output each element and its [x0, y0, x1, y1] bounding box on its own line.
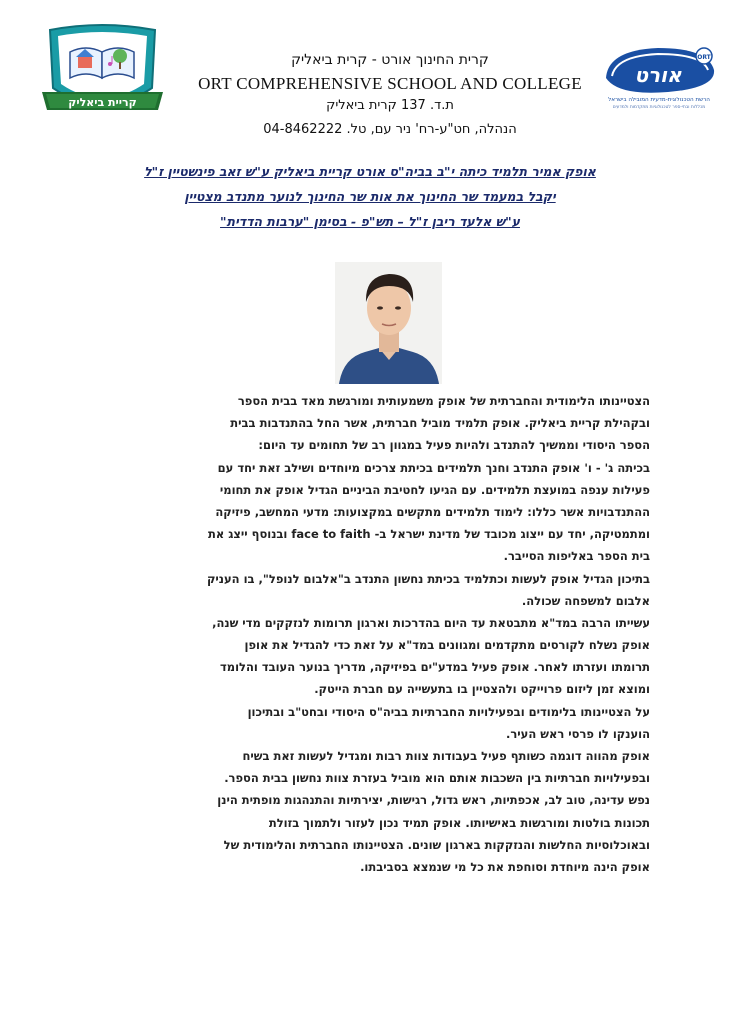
ort-latin-wordmark: ORT: [697, 54, 711, 61]
body-line: נפש עדינה, טוב לב, אכפתיות, ראש גדול, רגישות, יצירתיות והתנהגות מופתית הינן: [217, 793, 650, 808]
announcement-title-line-1: אופק אמיר תלמיד כיתה י"ב בביה"ס אורט קריית ביאליק ע"ש זאב פינשטיין ז"ל: [144, 164, 596, 179]
body-line: הוענקו לו פרסי ראש העיר.: [506, 726, 650, 741]
school-contact-phone: הנהלה, חט"ע-רח' ניר עם, טל. 04-8462222: [263, 122, 517, 137]
body-line: ובפעילויות חברתיות בין השכבות אותם הוא מוביל בעזרת צוות נחשון בבית הספר.: [224, 771, 650, 786]
announcement-title-line-3: ע"ש אלעד ריבן ז"ל – תש"פ - בסימן "ערבות הדדית": [220, 214, 520, 229]
body-line: בכיתה ג' - ו' אופק התנדב וחנך תלמידים בכיתת צרכים מיוחדים ושילב זאת יחד עם: [217, 460, 650, 475]
ort-brand-icon: [598, 38, 720, 110]
school-po-box: ת.ד. 137 קרית ביאליק: [326, 98, 454, 113]
ort-tagline: הרשת הטכנולוגית-מדעית המובילה בישראל: [608, 97, 710, 103]
kiryat-bialik-logo: [40, 18, 165, 126]
body-line: עשייתו הרבה במד"א מתבטאת עד היום בהדרכות וארגון תרומות לנזקקים מדי שנה,: [212, 615, 650, 630]
student-portrait-icon: [335, 262, 442, 384]
body-line: אופק מהווה דוגמה כשותף פעיל בעבודות צוות רבות ומגדיל לעשות זאת בשיח: [242, 749, 650, 763]
body-line: ומתמטיקה, יחד עם ייצוג מכובד של מדינת ישראל ב- face to faith ובנוסף ייצג את: [208, 527, 650, 542]
body-line: בית הספר באליפות הסייבר.: [503, 549, 650, 564]
school-name-hebrew: קרית החינוך אורט - קרית ביאליק: [291, 52, 489, 68]
student-photo: [335, 262, 442, 384]
body-line: ההתנדבויות אשר כללו: לימוד תלמידים מתקשים במקצועות: מדעי המחשב, פיזיקה: [215, 504, 650, 519]
body-line: ובקהילת קריית ביאליק. אופק תלמיד מוביל חברתית, אשר החל בהתנדבות בבית: [230, 416, 650, 431]
logo-banner-text: קריית ביאליק: [68, 96, 137, 109]
ort-subtagline: מכללות ובתי-ספר לטכנולוגיות מתקדמות ולמדעים: [612, 105, 706, 110]
body-line: תרומתו ועזרתו לאחר. אופק פעיל במדע"ים בפיזיקה, מדריך בנוער העובד והלומד: [219, 660, 650, 675]
body-line: אלבום למשפחה שכולה.: [521, 593, 650, 608]
ort-hebrew-wordmark: אורט: [634, 63, 682, 87]
body-text: [78, 390, 650, 878]
body-line: פעילות ענפה במועצת תלמידים. עם הגיעו לחטיבת הביניים הגדיל אופק את תחומי: [219, 482, 650, 497]
announcement-title-line-2: יקבל במעמד שר החינוך את אות שר החינוך לנוער מתנדב מצטיין: [184, 189, 556, 204]
body-line: הספר היסודי וממשיך להתנדב ולהיות פעיל במגוון רב של תחומים עד היום:: [258, 438, 650, 453]
body-line: על הצטיינותו בלימודים ובפעילויות החברתיות בביה"ס היסודי ובחט"ב ובתיכון: [247, 704, 650, 719]
body-line: ובאוכלוסיות החלשות והנזקקות בארגון שונים. הצטיינותו החברתית והלימודית של: [223, 837, 650, 852]
school-name-english: ORT COMPREHENSIVE SCHOOL AND COLLEGE: [198, 74, 582, 93]
body-line: אופק נשלח לקורסים מתקדמים ומגוונים במד"א על זאת כדי להגדיל את אופן: [244, 638, 650, 653]
shield-emblem-icon: [40, 18, 165, 126]
body-line: ומוצא זמן ליזום פרוייקט ולהצטיין בו בתעשייה עם חברת הייטק.: [314, 682, 650, 697]
body-line: בתיכון הגדיל אופק לעשות וכתלמיד בכיתת נחשון התנדב ב"אלבום לנופל", בו העניק: [206, 571, 650, 586]
ort-logo: [598, 38, 720, 110]
body-line: הצטיינותו הלימודית והחברתית של אופק משמעותית ומורגשת מאד בבית הספר: [237, 394, 650, 408]
body-line: אופק הינה מיוחדת וסוחפת את כל מי שנמצא בסביבתו.: [360, 859, 650, 874]
body-line: תכונות בולטות ומורגשות באישיותו. אופק תמיד נכון לעזור ולתמוך בזולת: [268, 815, 650, 830]
